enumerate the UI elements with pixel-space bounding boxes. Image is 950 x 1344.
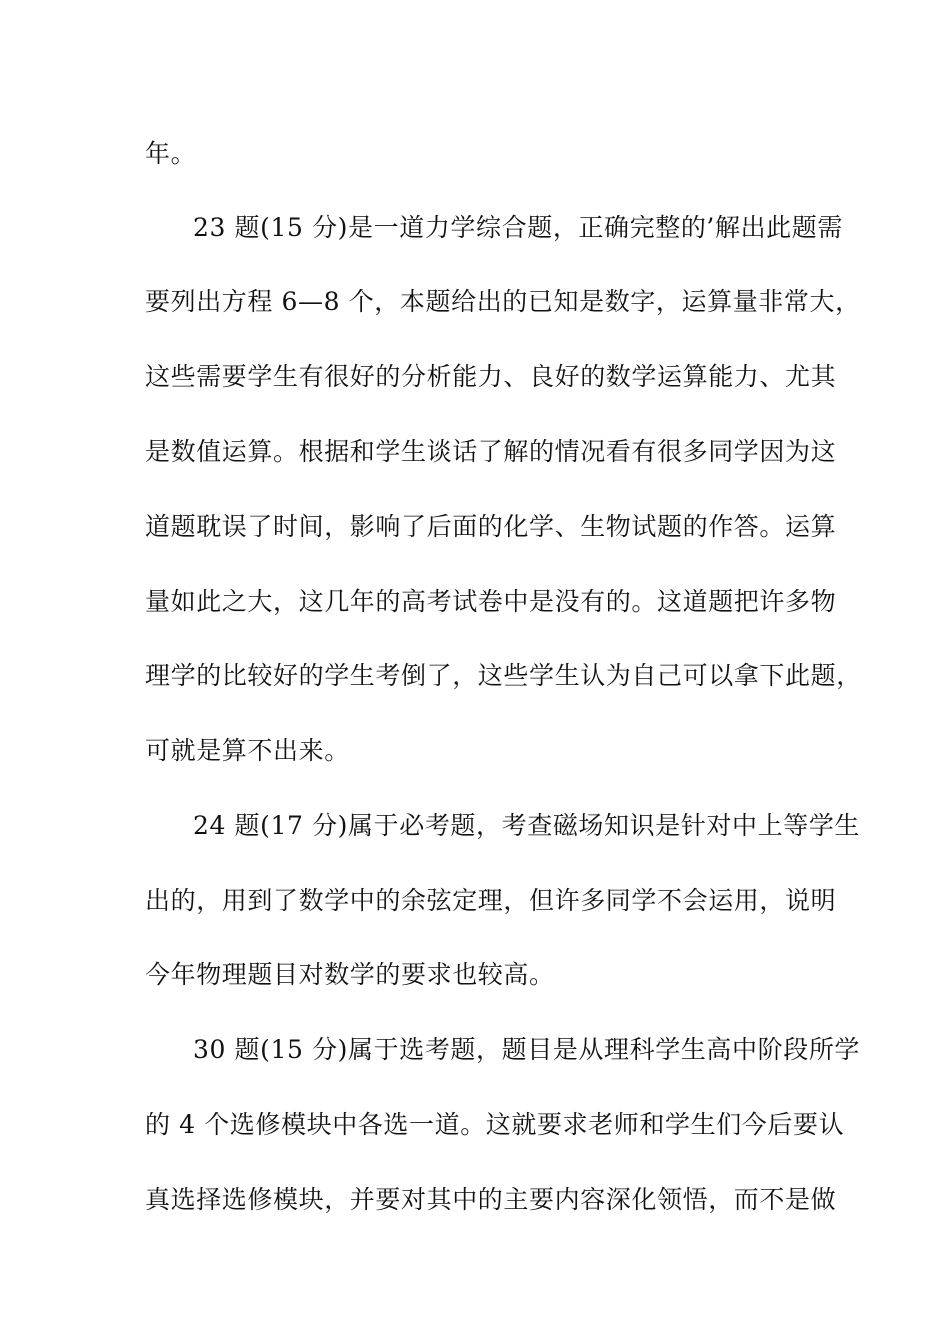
paragraph-23-line-2: 要列出方程 6—8 个，本题给出的已知是数字，运算量非常大， xyxy=(145,287,861,316)
paragraph-23-line-6: 量如此之大，这几年的高考试卷中是没有的。这道题把许多物 xyxy=(145,587,837,616)
paragraph-23-line-7: 理学的比较好的学生考倒了，这些学生认为自己可以拿下此题， xyxy=(145,661,862,690)
text-line-1: 年。 xyxy=(145,139,197,168)
paragraph-30-line-1: 30 题(15 分)属于选考题，题目是从理科学生高中阶段所学 xyxy=(193,1035,861,1064)
paragraph-30-line-3: 真选择选修模块，并要对其中的主要内容深化领悟，而不是做 xyxy=(145,1185,837,1214)
paragraph-23-line-8: 可就是算不出来。 xyxy=(145,736,350,765)
paragraph-30-line-2: 的 4 个选修模块中各选一道。这就要求老师和学生们今后要认 xyxy=(145,1110,845,1139)
paragraph-23-line-5: 道题耽误了时间，影响了后面的化学、生物试题的作答。运算 xyxy=(145,512,837,541)
paragraph-24-line-3: 今年物理题目对数学的要求也较高。 xyxy=(145,960,555,989)
paragraph-23-line-3: 这些需要学生有很好的分析能力、良好的数学运算能力、尤其 xyxy=(145,362,837,391)
paragraph-24-line-2: 出的，用到了数学中的余弦定理，但许多同学不会运用，说明 xyxy=(145,886,837,915)
paragraph-24-line-1: 24 题(17 分)属于必考题，考查磁场知识是针对中上等学生 xyxy=(193,811,861,840)
paragraph-23-line-4: 是数值运算。根据和学生谈话了解的情况看有很多同学因为这 xyxy=(145,437,837,466)
paragraph-23-line-1: 23 题(15 分)是一道力学综合题，正确完整的’解出此题需 xyxy=(193,213,843,242)
